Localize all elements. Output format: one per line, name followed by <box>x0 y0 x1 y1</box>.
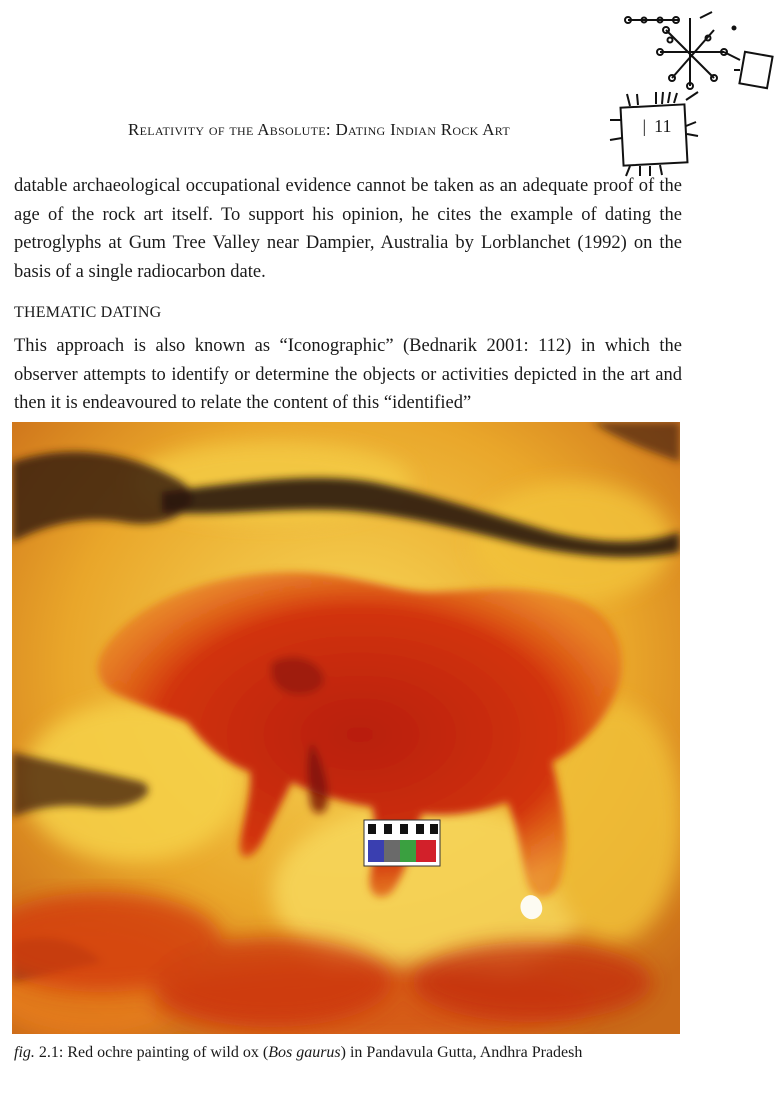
color-scale-card <box>364 820 440 866</box>
rock-art-photo <box>12 422 680 1034</box>
caption-text-after: ) in Pandavula Gutta, Andhra Pradesh <box>340 1044 583 1061</box>
decorative-ornament-icon <box>600 8 780 178</box>
page-number: | 11 <box>642 116 672 136</box>
scientific-name: Bos gaurus <box>268 1044 341 1061</box>
figure-caption <box>14 1044 694 1062</box>
figure-number: 2.1: <box>38 1044 64 1061</box>
page-number-value: 11 <box>654 116 672 136</box>
rock-art-figure <box>12 422 680 1034</box>
running-head-title: Relativity of the Absolute: Dating Indian Rock Art <box>128 120 511 139</box>
body-paragraph-2: This approach is also known as “Iconographic” (Bednarik 2001: 112) in which the observer attempts to identify or determine the objects or activities depicted in the art and then it is endeavoured to relate the content of this “identified” <box>14 336 682 413</box>
caption-text-before: Red ochre painting of wild ox ( <box>67 1044 269 1061</box>
section-heading: THEMATIC DATING <box>14 304 162 321</box>
figure-label: fig. <box>14 1044 35 1061</box>
body-paragraph-1: datable archaeological occupational evidence cannot be taken as an adequate proof of the age of the rock art itself. To support his opinion, he cites the example of dating the petroglyphs at Gum Tree Valley near Dampier, Australia by Lorblanchet (1992) on the basis of a single radiocarbon date. <box>14 176 682 282</box>
